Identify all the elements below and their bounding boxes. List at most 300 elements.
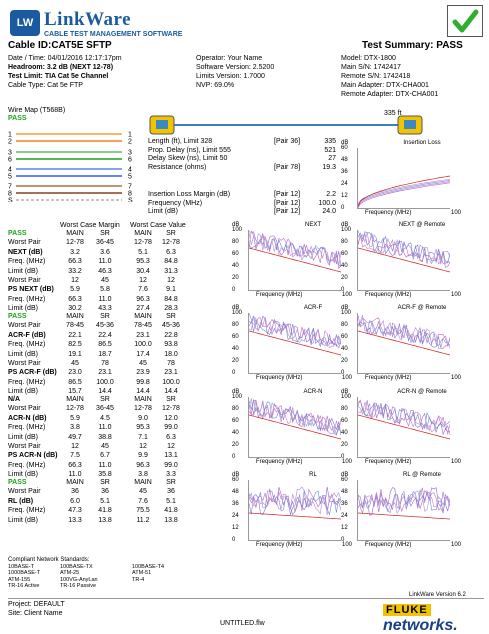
measure-value: 23.9 — [136, 369, 150, 377]
row-pair: [Pair 12] — [274, 208, 301, 216]
y-tick-label: 48 — [341, 489, 348, 495]
y-tick-label: 100 — [341, 227, 352, 233]
x-axis-max: 100 — [451, 542, 462, 548]
row-label: Limit (dB) — [148, 208, 178, 216]
software-version: Software Version: 2.5200 — [196, 64, 275, 71]
measure-value: 5.1 — [166, 497, 176, 505]
measure-value: 6.3 — [166, 433, 176, 441]
pin-label-main: S — [8, 197, 13, 202]
plot-canvas — [248, 480, 341, 541]
measure-label: Limit (dB) — [8, 516, 38, 524]
y-tick-label: 0 — [232, 287, 236, 293]
measure-value: 99.0 — [164, 424, 178, 432]
footer-rule — [8, 598, 484, 599]
x-axis-label: Frequency (MHz) — [365, 459, 412, 465]
limit-line — [358, 415, 450, 439]
measure-label: Freq. (MHz) — [8, 378, 46, 386]
measure-value: 95.3 — [136, 258, 150, 266]
measure-value: 7.1 — [138, 433, 148, 441]
measure-value: 9.1 — [166, 286, 176, 294]
measure-value: 11.0 — [98, 424, 112, 432]
measure-label: Worst Pair — [8, 360, 41, 367]
measure-value: 84.8 — [164, 258, 178, 266]
measure-value: 14.4 — [98, 388, 112, 396]
measure-label: Worst Pair — [8, 322, 41, 330]
pin-label-remote: 5 — [128, 173, 132, 181]
cable-id: Cable ID:CAT5E SFTP — [8, 40, 112, 51]
plot-next-remote — [341, 222, 483, 302]
measure-value: 45 — [139, 488, 147, 496]
y-tick-label: 20 — [341, 358, 348, 364]
standard-item: TR-4 — [132, 576, 145, 583]
measure-label: Worst Pair — [8, 239, 41, 247]
y-tick-label: 40 — [232, 346, 239, 352]
brand-subtitle: CABLE TEST MANAGEMENT SOFTWARE — [44, 31, 183, 38]
y-tick-label: 40 — [341, 346, 348, 352]
measure-value: 36 — [71, 488, 79, 496]
measure-value: 12.0 — [164, 414, 178, 422]
measure-label: Limit (dB) — [8, 305, 38, 313]
plot-unit: dB — [232, 305, 240, 311]
column-header: SR — [100, 313, 110, 320]
pin-label-remote: 3 — [128, 149, 132, 157]
measure-label: RL (dB) — [8, 497, 34, 505]
x-axis-max: 100 — [451, 210, 462, 216]
limits-version: Limits Version: 1.7000 — [196, 73, 265, 80]
y-tick-label: 80 — [232, 406, 239, 412]
measure-value: 78 — [167, 360, 175, 367]
pin-label-main: 2 — [8, 138, 12, 146]
plot-unit: dB — [341, 389, 349, 395]
measure-label: ACR-F (dB) — [8, 331, 46, 339]
measure-label: PS NEXT (dB) — [8, 286, 54, 294]
table-row — [148, 191, 336, 200]
measure-label: Freq. (MHz) — [8, 424, 46, 432]
test-summary: Test Summary: PASS — [362, 40, 463, 51]
measure-value: 36-45 — [96, 239, 114, 247]
measure-value: 3.8 — [70, 424, 80, 432]
pin-label-main: 5 — [8, 173, 12, 181]
y-tick-label: 0 — [232, 370, 236, 376]
length-table — [148, 138, 336, 172]
row-pair: [Pair 36] — [274, 138, 301, 145]
measure-label: Worst Pair — [8, 443, 41, 450]
y-tick-label: 60 — [232, 418, 239, 424]
y-tick-label: 0 — [341, 205, 345, 211]
plot-canvas — [357, 230, 450, 291]
measure-value: 22.1 — [68, 331, 82, 339]
row-label: Resistance (ohms) — [148, 163, 207, 171]
row-label: Delay Skew (ns), Limit 50 — [148, 155, 228, 163]
column-header: MAIN — [134, 479, 152, 486]
pin-label-remote: 7 — [128, 183, 132, 191]
y-tick-label: 60 — [341, 477, 348, 483]
plot-title: Insertion Loss — [403, 140, 441, 146]
measure-label: PS ACR-F (dB) — [8, 369, 57, 377]
plot-title: ACR-N @ Remote — [397, 389, 447, 395]
y-tick-label: 80 — [232, 239, 239, 245]
table-row — [148, 208, 336, 217]
measure-value: 19.1 — [68, 350, 82, 358]
column-header: MAIN — [134, 230, 152, 237]
x-axis-max: 100 — [342, 542, 353, 548]
y-tick-label: 100 — [232, 310, 243, 316]
y-tick-label: 40 — [232, 430, 239, 436]
measure-label: Worst Pair — [8, 277, 41, 284]
plot-canvas — [357, 397, 450, 458]
measure-value: 100.0 — [96, 378, 114, 386]
measure-label: Limit (dB) — [8, 471, 38, 479]
measure-value: 6.7 — [100, 452, 110, 460]
y-tick-label: 48 — [232, 489, 239, 495]
y-tick-label: 60 — [341, 145, 348, 151]
y-tick-label: 100 — [341, 394, 352, 400]
plot-trace — [358, 180, 450, 205]
measure-value: 5.1 — [138, 248, 148, 256]
row-value: 335 — [324, 138, 336, 145]
measure-value: 78 — [101, 360, 109, 367]
y-tick-label: 20 — [341, 275, 348, 281]
cable-type: Cable Type: Cat 5e FTP — [8, 82, 83, 89]
standard-item: ATM-155 — [8, 576, 31, 583]
x-axis-label: Frequency (MHz) — [365, 542, 412, 548]
x-axis-label: Frequency (MHz) — [256, 375, 303, 381]
measure-value: 93.8 — [164, 341, 178, 349]
plot-title: ACR-F — [303, 305, 323, 311]
measure-value: 100.0 — [134, 341, 152, 349]
measure-value: 86.5 — [98, 341, 112, 349]
x-axis-label: Frequency (MHz) — [256, 459, 303, 465]
measure-value: 12-78 — [66, 239, 84, 247]
measure-value: 11.0 — [98, 461, 112, 469]
row-value: 100.0 — [318, 199, 336, 207]
measure-value: 5.9 — [70, 286, 80, 294]
y-tick-label: 0 — [341, 537, 345, 543]
standard-item: TR-16 Passive — [60, 582, 97, 589]
y-tick-label: 0 — [341, 370, 345, 376]
measure-value: 78-45 — [66, 322, 84, 330]
measure-value: 12 — [167, 277, 175, 284]
table-row — [148, 138, 336, 147]
pin-label-remote: 2 — [128, 138, 132, 146]
y-tick-label: 20 — [232, 442, 239, 448]
plot-acr-f-remote — [341, 305, 483, 385]
column-header: MAIN — [134, 313, 152, 320]
measure-value: 15.7 — [68, 388, 82, 396]
measure-label: Limit (dB) — [8, 388, 38, 396]
measure-value: 46.3 — [98, 267, 112, 275]
project: Project: DEFAULT — [8, 601, 65, 608]
y-tick-label: 20 — [341, 442, 348, 448]
x-axis-max: 100 — [342, 459, 353, 465]
measure-value: 36 — [167, 488, 175, 496]
plot-title: RL — [309, 472, 317, 478]
pin-label-main: 4 — [8, 166, 12, 174]
pin-label-main: 1 — [8, 131, 12, 139]
row-label: Length (ft), Limit 328 — [148, 138, 213, 145]
plot-trace — [249, 316, 341, 346]
measure-value: 23.1 — [164, 369, 178, 377]
measure-value: 33.2 — [68, 267, 82, 275]
measure-value: 100.0 — [162, 378, 180, 386]
pin-label-remote: 4 — [128, 166, 132, 174]
measure-value: 66.3 — [68, 295, 82, 303]
measure-value: 17.4 — [136, 350, 150, 358]
y-tick-label: 60 — [341, 334, 348, 340]
measure-label: Limit (dB) — [8, 350, 38, 358]
standard-item: ATM-51 — [132, 570, 152, 577]
y-tick-label: 80 — [232, 322, 239, 328]
measure-value: 86.5 — [68, 378, 82, 386]
standard-item: 1000BASE-T — [8, 570, 41, 577]
main-adapter: Main Adapter: DTX-CHA001 — [341, 82, 429, 89]
column-header: SR — [100, 230, 110, 237]
y-tick-label: 0 — [341, 287, 345, 293]
measure-value: 96.3 — [136, 461, 150, 469]
y-tick-label: 36 — [341, 501, 348, 507]
measure-value: 14.4 — [164, 388, 178, 396]
measure-value: 47.3 — [68, 507, 82, 515]
measure-label: Freq. (MHz) — [8, 295, 46, 303]
section-result: PASS — [8, 313, 27, 320]
measure-value: 3.6 — [100, 248, 110, 256]
y-tick-label: 60 — [232, 334, 239, 340]
y-tick-label: 80 — [341, 322, 348, 328]
measure-label: Limit (dB) — [8, 267, 38, 275]
measure-value: 75.5 — [136, 507, 150, 515]
column-header: SR — [166, 313, 176, 320]
row-pair: [Pair 12] — [274, 199, 301, 207]
date-time: Date / Time: 04/01/2016 12:17:17pm — [8, 55, 122, 62]
standard-item: 100VG-AnyLan — [60, 576, 98, 583]
measure-value: 31.3 — [164, 267, 178, 275]
pin-label-remote: 1 — [128, 131, 132, 139]
measure-value: 7.6 — [138, 286, 148, 294]
measure-value: 23.1 — [98, 369, 112, 377]
measure-value: 11.2 — [136, 516, 150, 524]
x-axis-max: 100 — [451, 459, 462, 465]
table-row — [148, 155, 336, 164]
y-tick-label: 12 — [341, 193, 348, 199]
x-axis-max: 100 — [451, 292, 462, 298]
plot-unit: dB — [341, 222, 349, 228]
limit-line — [358, 513, 450, 519]
y-tick-label: 80 — [341, 239, 348, 245]
x-axis-max: 100 — [342, 375, 353, 381]
y-tick-label: 24 — [341, 181, 348, 187]
measure-value: 30.4 — [136, 267, 150, 275]
plot-trace — [358, 179, 450, 204]
measure-value: 12 — [71, 277, 79, 284]
measure-value: 22.4 — [98, 331, 112, 339]
row-pair: [Pair 78] — [274, 163, 301, 171]
pin-label-remote: 8 — [128, 190, 132, 198]
measure-value: 84.8 — [164, 295, 178, 303]
nvp: NVP: 69.0% — [196, 82, 235, 89]
column-header: MAIN — [66, 396, 84, 403]
y-tick-label: 60 — [232, 477, 239, 483]
measure-value: 7.6 — [138, 497, 148, 505]
row-label: Insertion Loss Margin (dB) — [148, 191, 231, 198]
column-header: MAIN — [66, 313, 84, 320]
row-label: Frequency (MHz) — [148, 199, 203, 207]
measure-value: 45 — [139, 360, 147, 367]
y-tick-label: 20 — [232, 358, 239, 364]
x-axis-label: Frequency (MHz) — [256, 292, 303, 298]
standard-item: 100BASE-T4 — [132, 564, 165, 570]
measure-value: 45-36 — [96, 322, 114, 330]
plot-unit: dB — [232, 472, 240, 478]
worst-case-value-header: Worst Case Value — [130, 222, 186, 229]
measure-value: 27.4 — [136, 305, 150, 313]
plot-canvas — [357, 480, 450, 541]
measure-value: 23.1 — [136, 331, 150, 339]
row-value: 19.3 — [322, 163, 336, 171]
column-header: SR — [100, 396, 110, 403]
column-header: SR — [166, 479, 176, 486]
plot-acr-n-remote — [341, 389, 483, 469]
measure-value: 23.0 — [68, 369, 82, 377]
plot-trace — [249, 313, 341, 346]
linkware-version: LinkWare Version 6.2 — [409, 592, 466, 598]
column-header: SR — [166, 396, 176, 403]
plot-title: ACR-N — [303, 389, 323, 395]
measure-value: 6.3 — [166, 248, 176, 256]
measure-value: 11.0 — [98, 295, 112, 303]
standard-item: ATM-25 — [60, 570, 80, 577]
measure-value: 3.8 — [138, 471, 148, 479]
plot-rl-remote — [341, 472, 483, 552]
pin-label-remote: S — [128, 197, 133, 202]
linkware-logo: LW — [10, 10, 40, 36]
measure-value: 95.3 — [136, 424, 150, 432]
plot-unit: dB — [232, 222, 240, 228]
wiremap-result: PASS — [8, 115, 27, 122]
measure-value: 43.3 — [98, 305, 112, 313]
operator: Operator: Your Name — [196, 55, 263, 62]
measure-value: 18.7 — [98, 350, 112, 358]
y-tick-label: 40 — [341, 263, 348, 269]
measure-value: 3.3 — [166, 471, 176, 479]
measure-value: 5.1 — [100, 497, 110, 505]
y-tick-label: 12 — [341, 525, 348, 531]
info-col-3 — [341, 54, 438, 99]
measure-value: 41.8 — [98, 507, 112, 515]
fluke-networks-logo — [383, 600, 483, 634]
row-value: 27 — [328, 155, 336, 163]
measure-value: 12-78 — [134, 239, 152, 247]
standards-title: Compliant Network Standards: — [8, 557, 90, 563]
plot-canvas — [357, 313, 450, 374]
measure-value: 12 — [71, 443, 79, 450]
measure-label: PS ACR-N (dB) — [8, 452, 58, 460]
measure-value: 82.5 — [68, 341, 82, 349]
table-row — [148, 200, 336, 209]
measure-label: Freq. (MHz) — [8, 461, 46, 469]
brand-title: LinkWare — [44, 9, 132, 30]
measure-value: 13.8 — [164, 516, 178, 524]
site: Site: Client Name — [8, 610, 63, 617]
measure-label: Limit (dB) — [8, 433, 38, 441]
fluke-logo-text: FLUKE — [383, 604, 431, 616]
distance-label: 335 ft — [384, 110, 402, 117]
row-value: 2.2 — [326, 191, 336, 198]
measure-value: 78-45 — [134, 322, 152, 330]
table-row — [148, 164, 336, 173]
y-tick-label: 36 — [341, 169, 348, 175]
column-header: SR — [100, 479, 110, 486]
pin-label-main: 7 — [8, 183, 12, 191]
measure-value: 36 — [101, 488, 109, 496]
measure-value: 3.2 — [70, 248, 80, 256]
measure-value: 12 — [167, 443, 175, 450]
pin-label-main: 8 — [8, 190, 12, 198]
measure-value: 12 — [139, 443, 147, 450]
measure-label: Worst Pair — [8, 405, 41, 413]
measure-value: 35.8 — [98, 471, 112, 479]
measure-value: 99.0 — [164, 461, 178, 469]
table-row — [148, 147, 336, 156]
y-tick-label: 80 — [341, 406, 348, 412]
y-tick-label: 0 — [232, 537, 236, 543]
measure-label: Freq. (MHz) — [8, 341, 46, 349]
y-tick-label: 100 — [341, 310, 352, 316]
measure-value: 13.8 — [98, 516, 112, 524]
y-tick-label: 24 — [341, 513, 348, 519]
measure-value: 45-36 — [162, 322, 180, 330]
measure-value: 13.1 — [164, 452, 178, 460]
measure-value: 12-78 — [134, 405, 152, 413]
x-axis-label: Frequency (MHz) — [256, 542, 303, 548]
pass-check-icon — [447, 5, 483, 37]
standard-item: 100BASE-TX — [60, 564, 93, 570]
measure-label: NEXT (dB) — [8, 248, 43, 256]
plot-title: RL @ Remote — [403, 472, 441, 478]
measure-value: 99.8 — [136, 378, 150, 386]
y-tick-label: 60 — [341, 418, 348, 424]
x-axis-max: 100 — [342, 292, 353, 298]
x-axis-max: 100 — [451, 375, 462, 381]
plot-unit: dB — [232, 389, 240, 395]
measure-value: 9.0 — [138, 414, 148, 422]
insertion-loss-table — [148, 191, 336, 217]
networks-logo-text: networks. — [383, 617, 458, 634]
measure-label: Freq. (MHz) — [8, 507, 46, 515]
measure-value: 12-78 — [162, 239, 180, 247]
plot-title: NEXT — [304, 222, 321, 228]
x-axis-label: Frequency (MHz) — [365, 210, 412, 216]
plot-title: NEXT @ Remote — [398, 222, 446, 228]
info-col-1 — [8, 54, 122, 90]
measure-label: Worst Pair — [8, 488, 41, 496]
standard-item: 10BASE-T — [8, 564, 34, 570]
x-axis-label: Frequency (MHz) — [365, 375, 412, 381]
row-label: Prop. Delay (ns), Limit 555 — [148, 146, 231, 154]
plot-unit: dB — [341, 140, 349, 146]
measure-value: 45 — [101, 443, 109, 450]
measure-value: 12 — [139, 277, 147, 284]
measure-value: 11.0 — [68, 471, 82, 479]
measure-label: ACR-N (dB) — [8, 414, 47, 422]
measure-value: 45 — [101, 277, 109, 284]
measure-value: 28.3 — [164, 305, 178, 313]
remote-adapter: Remote Adapter: DTX-CHA001 — [341, 91, 439, 98]
measure-value: 12-78 — [66, 405, 84, 413]
measure-value: 6.0 — [70, 497, 80, 505]
measure-value: 22.8 — [164, 331, 178, 339]
y-tick-label: 0 — [341, 454, 345, 460]
measure-value: 45 — [71, 360, 79, 367]
